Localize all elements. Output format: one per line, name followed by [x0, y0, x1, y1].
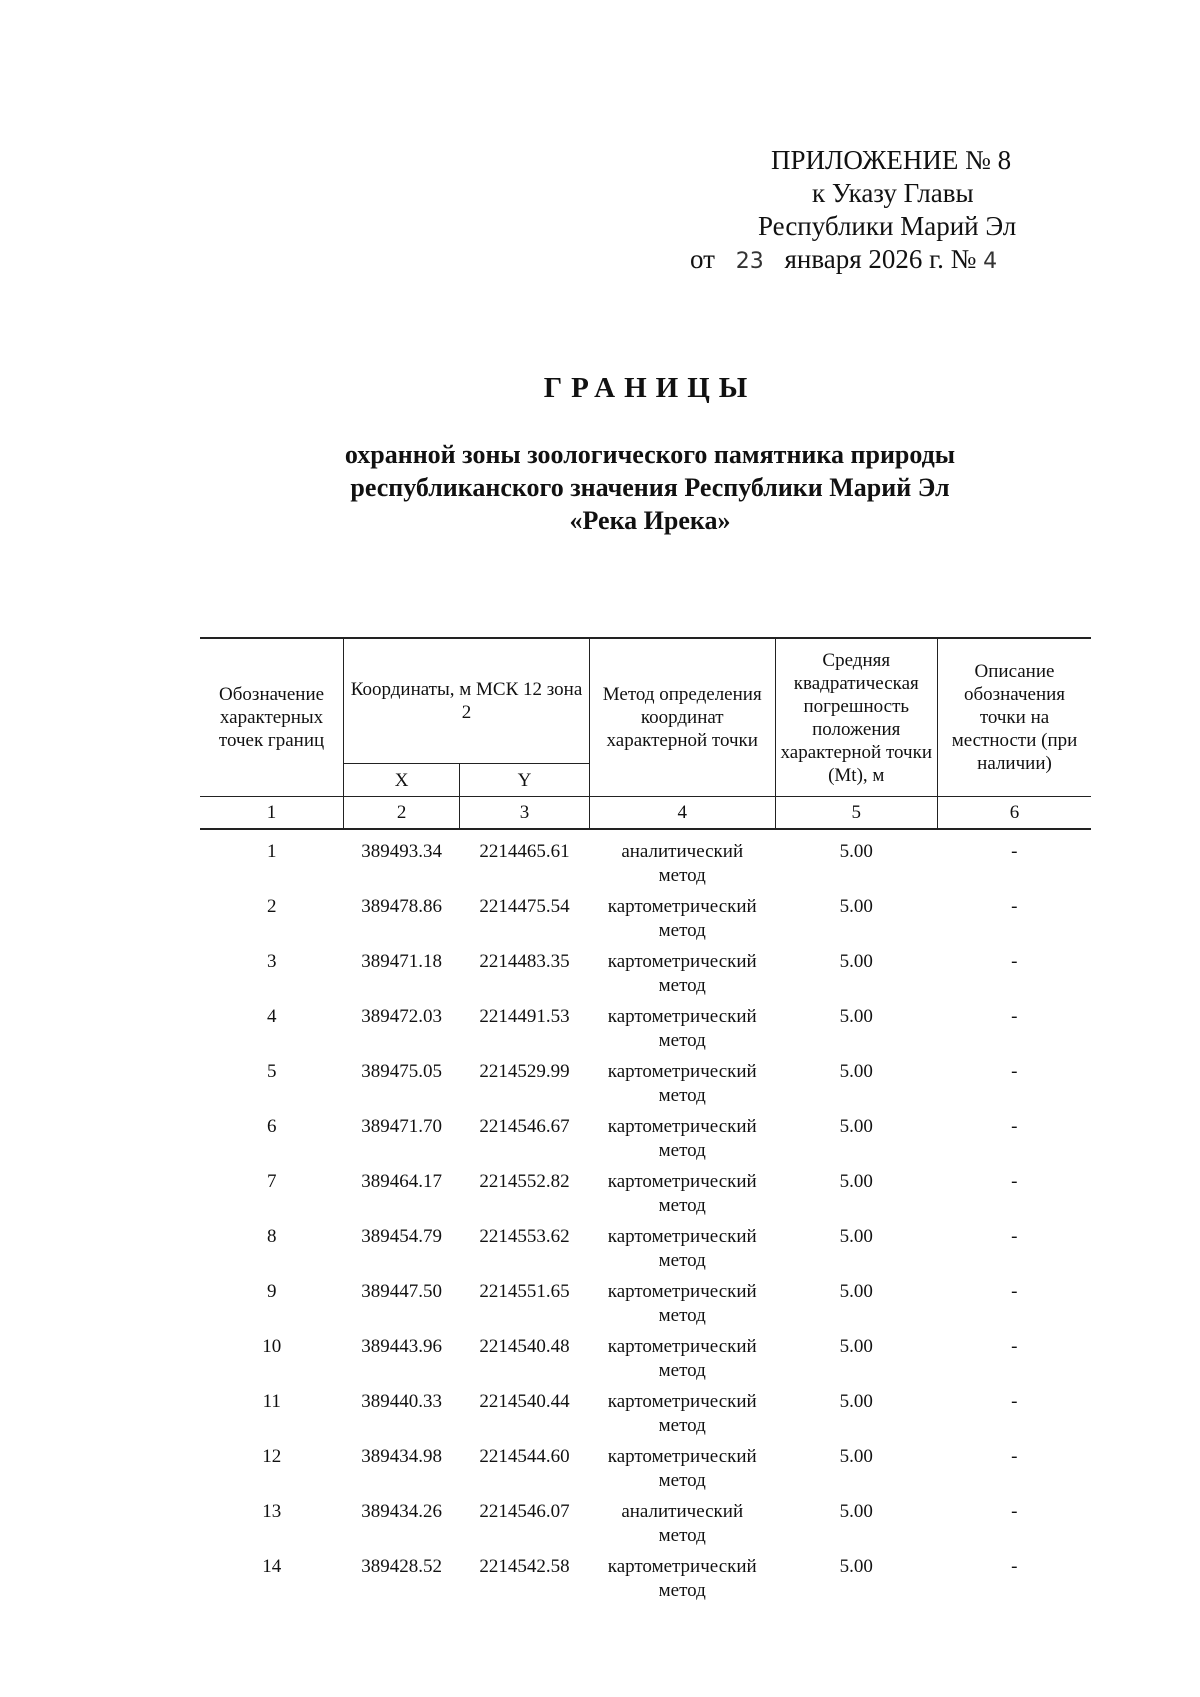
- method-name: картометрический: [607, 1006, 757, 1027]
- table-row: [200, 829, 1091, 895]
- point-id-cell: 9: [267, 1281, 277, 1302]
- method-name: картометрический: [607, 1556, 757, 1577]
- header-x: X: [344, 764, 460, 797]
- method-cell: [589, 1005, 775, 1060]
- mean-error-cell: 5.00: [839, 896, 873, 917]
- y-coordinate-cell: 2214544.60: [479, 1446, 570, 1467]
- point-id-cell: 14: [262, 1556, 282, 1577]
- x-coordinate-cell: 389493.34: [361, 841, 442, 862]
- table-row: [200, 895, 1091, 950]
- description-cell: -: [1011, 896, 1018, 917]
- table-row: [200, 1445, 1091, 1500]
- point-id-cell: 1: [267, 841, 277, 862]
- method-word: метод: [658, 1470, 706, 1491]
- document-title: ГРАНИЦЫ: [543, 372, 757, 404]
- date-rest: января 2026 г. №: [784, 244, 977, 274]
- point-id-cell: 10: [262, 1336, 282, 1357]
- appendix-decree: к Указу Главы: [812, 178, 974, 208]
- method-word: метод: [658, 865, 706, 886]
- header-y: Y: [460, 764, 590, 797]
- method-word: метод: [658, 1525, 706, 1546]
- appendix-date: [690, 243, 1070, 278]
- method-word: метод: [658, 1305, 706, 1326]
- x-coordinate-cell: 389464.17: [361, 1171, 442, 1192]
- method-word: метод: [658, 1030, 706, 1051]
- column-number: 5: [775, 797, 937, 830]
- method-name: картометрический: [607, 951, 757, 972]
- x-coordinate-cell: 389478.86: [361, 896, 442, 917]
- table-row: [200, 1390, 1091, 1445]
- point-id-cell: 3: [267, 951, 277, 972]
- method-word: метод: [658, 1415, 706, 1436]
- header-point-designation: Обозначение характерных точек границ: [200, 638, 344, 797]
- appendix-number: ПРИЛОЖЕНИЕ № 8: [771, 145, 1012, 175]
- y-coordinate-cell: 2214465.61: [479, 841, 570, 862]
- appendix-block: [690, 144, 1070, 278]
- method-name: картометрический: [607, 1336, 757, 1357]
- header-description: Описание обозначения точки на местности (при наличии): [938, 638, 1092, 797]
- x-coordinate-cell: 389443.96: [361, 1336, 442, 1357]
- point-id-cell: 5: [267, 1061, 277, 1082]
- y-coordinate-cell: 2214552.82: [479, 1171, 570, 1192]
- method-cell: [589, 895, 775, 950]
- method-name: аналитический: [621, 841, 744, 862]
- method-word: метод: [658, 1580, 706, 1601]
- mean-error-cell: 5.00: [839, 1556, 873, 1577]
- method-name: картометрический: [607, 1061, 757, 1082]
- method-name: картометрический: [607, 1281, 757, 1302]
- method-cell: [589, 1555, 775, 1610]
- y-coordinate-cell: 2214529.99: [479, 1061, 570, 1082]
- method-cell: [589, 829, 775, 895]
- method-cell: [589, 1170, 775, 1225]
- method-cell: [589, 950, 775, 1005]
- column-number: 2: [344, 797, 460, 830]
- description-cell: -: [1011, 841, 1018, 862]
- y-coordinate-cell: 2214491.53: [479, 1006, 570, 1027]
- date-day: 23: [735, 249, 764, 274]
- mean-error-cell: 5.00: [839, 1116, 873, 1137]
- x-coordinate-cell: 389447.50: [361, 1281, 442, 1302]
- table-row: [200, 1225, 1091, 1280]
- method-cell: [589, 1060, 775, 1115]
- description-cell: -: [1011, 1501, 1018, 1522]
- method-name: картометрический: [607, 1446, 757, 1467]
- method-cell: [589, 1335, 775, 1390]
- y-coordinate-cell: 2214483.35: [479, 951, 570, 972]
- y-coordinate-cell: 2214553.62: [479, 1226, 570, 1247]
- mean-error-cell: 5.00: [839, 1501, 873, 1522]
- subtitle-line-3: «Река Ирека»: [569, 506, 731, 535]
- x-coordinate-cell: 389428.52: [361, 1556, 442, 1577]
- date-prefix: от: [690, 244, 715, 274]
- mean-error-cell: 5.00: [839, 841, 873, 862]
- description-cell: -: [1011, 1446, 1018, 1467]
- column-number: 6: [938, 797, 1092, 830]
- x-coordinate-cell: 389454.79: [361, 1226, 442, 1247]
- method-word: метод: [658, 1195, 706, 1216]
- method-cell: [589, 1445, 775, 1500]
- description-cell: -: [1011, 1336, 1018, 1357]
- column-number-row: [200, 797, 1091, 830]
- column-number: 1: [200, 797, 344, 830]
- column-number: 3: [460, 797, 590, 830]
- method-word: метод: [658, 1250, 706, 1271]
- method-cell: [589, 1225, 775, 1280]
- table-row: [200, 1060, 1091, 1115]
- y-coordinate-cell: 2214542.58: [479, 1556, 570, 1577]
- table-row: [200, 1170, 1091, 1225]
- description-cell: -: [1011, 1171, 1018, 1192]
- point-id-cell: 8: [267, 1226, 277, 1247]
- y-coordinate-cell: 2214540.48: [479, 1336, 570, 1357]
- x-coordinate-cell: 389471.70: [361, 1116, 442, 1137]
- point-id-cell: 12: [262, 1446, 282, 1467]
- x-coordinate-cell: 389471.18: [361, 951, 442, 972]
- mean-error-cell: 5.00: [839, 1446, 873, 1467]
- x-coordinate-cell: 389472.03: [361, 1006, 442, 1027]
- method-word: метод: [658, 975, 706, 996]
- point-id-cell: 7: [267, 1171, 277, 1192]
- subtitle-line-2: республиканского значения Республики Марий Эл: [350, 473, 950, 502]
- point-id-cell: 2: [267, 896, 277, 917]
- description-cell: -: [1011, 951, 1018, 972]
- mean-error-cell: 5.00: [839, 1226, 873, 1247]
- y-coordinate-cell: 2214546.07: [479, 1501, 570, 1522]
- y-coordinate-cell: 2214546.67: [479, 1116, 570, 1137]
- description-cell: -: [1011, 1391, 1018, 1412]
- method-name: картометрический: [607, 1116, 757, 1137]
- y-coordinate-cell: 2214540.44: [479, 1391, 570, 1412]
- header-coordinates: Координаты, м МСК 12 зона 2: [344, 638, 590, 764]
- method-word: метод: [658, 1140, 706, 1161]
- x-coordinate-cell: 389434.98: [361, 1446, 442, 1467]
- mean-error-cell: 5.00: [839, 1391, 873, 1412]
- method-cell: [589, 1390, 775, 1445]
- date-number: 4: [983, 249, 998, 274]
- coordinates-table-body: [200, 829, 1091, 1610]
- point-id-cell: 6: [267, 1116, 277, 1137]
- description-cell: -: [1011, 1006, 1018, 1027]
- column-number: 4: [589, 797, 775, 830]
- method-name: аналитический: [621, 1501, 744, 1522]
- point-id-cell: 11: [262, 1391, 281, 1412]
- x-coordinate-cell: 389475.05: [361, 1061, 442, 1082]
- table-row: [200, 1500, 1091, 1555]
- table-row: [200, 1005, 1091, 1060]
- mean-error-cell: 5.00: [839, 1281, 873, 1302]
- point-id-cell: 4: [267, 1006, 277, 1027]
- header-mean-error: Средняя квадратическая погрешность положения характерной точки (Mt), м: [775, 638, 937, 797]
- method-cell: [589, 1280, 775, 1335]
- subtitle-line-1: охранной зоны зоологического памятника природы: [344, 440, 956, 469]
- x-coordinate-cell: 389434.26: [361, 1501, 442, 1522]
- mean-error-cell: 5.00: [839, 951, 873, 972]
- method-word: метод: [658, 1360, 706, 1381]
- document-subtitle: [300, 438, 1000, 537]
- y-coordinate-cell: 2214551.65: [479, 1281, 570, 1302]
- coordinates-table: [200, 637, 1091, 1610]
- description-cell: -: [1011, 1226, 1018, 1247]
- mean-error-cell: 5.00: [839, 1006, 873, 1027]
- table-row: [200, 1335, 1091, 1390]
- description-cell: -: [1011, 1556, 1018, 1577]
- method-word: метод: [658, 920, 706, 941]
- mean-error-cell: 5.00: [839, 1061, 873, 1082]
- description-cell: -: [1011, 1116, 1018, 1137]
- method-word: метод: [658, 1085, 706, 1106]
- method-name: картометрический: [607, 1171, 757, 1192]
- mean-error-cell: 5.00: [839, 1171, 873, 1192]
- description-cell: -: [1011, 1061, 1018, 1082]
- mean-error-cell: 5.00: [839, 1336, 873, 1357]
- method-name: картометрический: [607, 1391, 757, 1412]
- appendix-republic: Республики Марий Эл: [758, 211, 1017, 241]
- x-coordinate-cell: 389440.33: [361, 1391, 442, 1412]
- point-id-cell: 13: [262, 1501, 282, 1522]
- method-name: картометрический: [607, 896, 757, 917]
- header-method: Метод определения координат характерной точки: [589, 638, 775, 797]
- y-coordinate-cell: 2214475.54: [479, 896, 570, 917]
- table-row: [200, 1115, 1091, 1170]
- method-cell: [589, 1500, 775, 1555]
- method-cell: [589, 1115, 775, 1170]
- table-row: [200, 1280, 1091, 1335]
- table-row: [200, 950, 1091, 1005]
- method-name: картометрический: [607, 1226, 757, 1247]
- table-row: [200, 1555, 1091, 1610]
- description-cell: -: [1011, 1281, 1018, 1302]
